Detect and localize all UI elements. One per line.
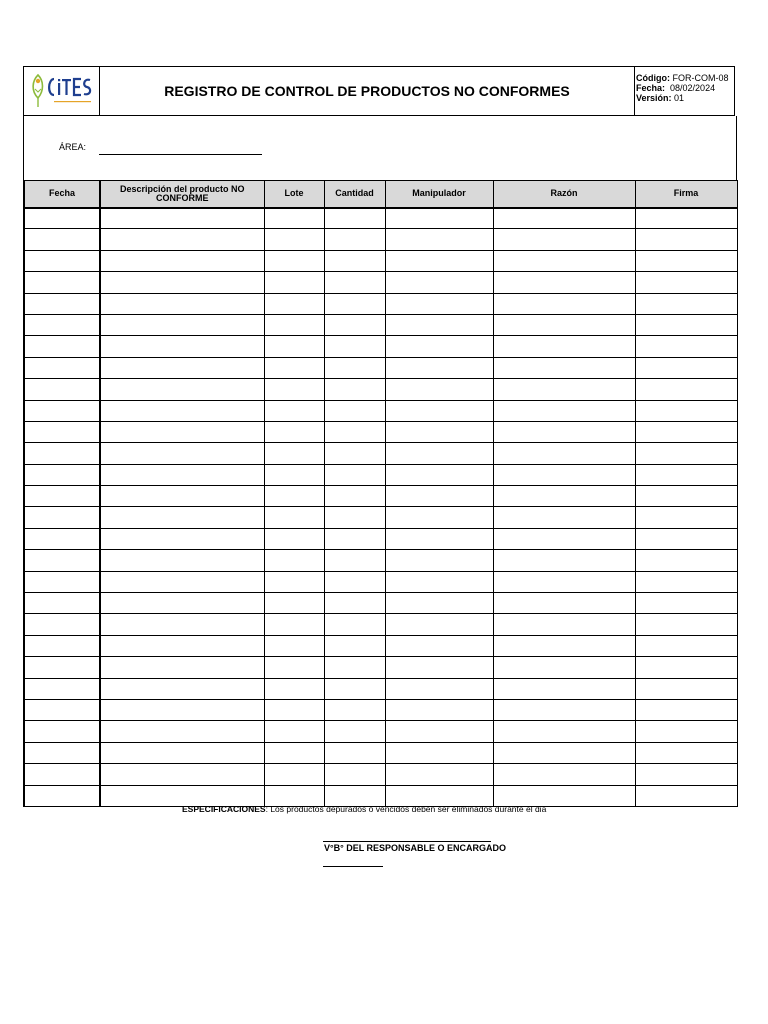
table-cell[interactable]: [264, 400, 324, 421]
table-cell[interactable]: [24, 614, 100, 635]
table-cell[interactable]: [493, 443, 635, 464]
table-cell[interactable]: [493, 379, 635, 400]
table-cell[interactable]: [24, 293, 100, 314]
table-cell[interactable]: [264, 336, 324, 357]
table-cell[interactable]: [635, 764, 737, 785]
table-cell[interactable]: [493, 764, 635, 785]
table-cell[interactable]: [100, 507, 264, 528]
table-cell[interactable]: [100, 764, 264, 785]
table-cell[interactable]: [385, 421, 493, 442]
table-cell[interactable]: [493, 486, 635, 507]
table-cell[interactable]: [493, 357, 635, 378]
table-cell[interactable]: [324, 742, 385, 763]
table-cell[interactable]: [24, 400, 100, 421]
table-cell[interactable]: [24, 250, 100, 271]
table-row: [24, 528, 737, 549]
table-cell[interactable]: [324, 764, 385, 785]
logo-cell: [24, 67, 100, 115]
table-row: [24, 400, 737, 421]
table-cell[interactable]: [324, 507, 385, 528]
table-cell[interactable]: [264, 314, 324, 335]
table-cell[interactable]: [100, 400, 264, 421]
table-row: [24, 678, 737, 699]
table-cell[interactable]: [385, 614, 493, 635]
fecha-row: [636, 83, 734, 93]
column-header-razon: Razón: [493, 181, 635, 208]
table-cell[interactable]: [635, 678, 737, 699]
table-cell[interactable]: [635, 571, 737, 592]
table-cell[interactable]: [264, 272, 324, 293]
table-cell[interactable]: [493, 678, 635, 699]
table-cell[interactable]: [493, 657, 635, 678]
table-cell[interactable]: [24, 507, 100, 528]
table-cell[interactable]: [100, 571, 264, 592]
version-row: [636, 93, 734, 103]
table-cell[interactable]: [264, 657, 324, 678]
table-cell[interactable]: [324, 593, 385, 614]
nonconforming-products-table: [23, 180, 738, 807]
signature-label: V°B° DEL RESPONSABLE O ENCARGADO: [324, 843, 507, 853]
table-row: [24, 314, 737, 335]
fecha-label: Fecha:: [636, 83, 666, 93]
table-cell[interactable]: [493, 400, 635, 421]
table-cell[interactable]: [635, 486, 737, 507]
table-cell[interactable]: [385, 250, 493, 271]
table-cell[interactable]: [24, 678, 100, 699]
table-cell[interactable]: [635, 721, 737, 742]
table-cell[interactable]: [324, 293, 385, 314]
table-cell[interactable]: [635, 785, 737, 806]
table-cell[interactable]: [100, 314, 264, 335]
table-cell[interactable]: [635, 421, 737, 442]
table-cell[interactable]: [635, 614, 737, 635]
specifications-note: [182, 804, 546, 814]
table-row: [24, 550, 737, 571]
table-cell[interactable]: [493, 208, 635, 229]
table-cell[interactable]: [385, 229, 493, 250]
table-cell[interactable]: [100, 208, 264, 229]
table-row: [24, 721, 737, 742]
codigo-row: [636, 73, 734, 83]
table-cell[interactable]: [324, 699, 385, 720]
table-cell[interactable]: [324, 443, 385, 464]
table-cell[interactable]: [24, 657, 100, 678]
table-cell[interactable]: [100, 593, 264, 614]
table-cell[interactable]: [24, 528, 100, 549]
table-cell[interactable]: [264, 550, 324, 571]
table-cell[interactable]: [385, 721, 493, 742]
signature-line[interactable]: [323, 841, 491, 842]
table-row: [24, 614, 737, 635]
table-row: [24, 486, 737, 507]
table-cell[interactable]: [324, 421, 385, 442]
table-cell[interactable]: [385, 208, 493, 229]
cites-logo: [24, 67, 100, 115]
table-cell[interactable]: [100, 464, 264, 485]
table-cell[interactable]: [385, 678, 493, 699]
table-cell[interactable]: [264, 357, 324, 378]
table-cell[interactable]: [385, 742, 493, 763]
table-cell[interactable]: [385, 764, 493, 785]
table-cell[interactable]: [24, 357, 100, 378]
table-cell[interactable]: [264, 208, 324, 229]
table-cell[interactable]: [324, 571, 385, 592]
table-body: [24, 208, 737, 807]
table-cell[interactable]: [24, 443, 100, 464]
table-cell[interactable]: [100, 293, 264, 314]
table-cell[interactable]: [324, 464, 385, 485]
table-cell[interactable]: [635, 507, 737, 528]
table-row: [24, 357, 737, 378]
table-cell[interactable]: [24, 635, 100, 656]
table-cell[interactable]: [324, 550, 385, 571]
table-cell[interactable]: [324, 272, 385, 293]
table-row: [24, 229, 737, 250]
table-cell[interactable]: [264, 528, 324, 549]
table-row: [24, 464, 737, 485]
area-input-line[interactable]: [99, 154, 262, 155]
table-cell[interactable]: [385, 593, 493, 614]
table-cell[interactable]: [635, 464, 737, 485]
table-cell[interactable]: [493, 336, 635, 357]
table-cell[interactable]: [324, 486, 385, 507]
table-cell[interactable]: [24, 593, 100, 614]
table-cell[interactable]: [24, 421, 100, 442]
table-cell[interactable]: [264, 593, 324, 614]
column-header-firma: Firma: [635, 181, 737, 208]
table-cell[interactable]: [493, 293, 635, 314]
table-cell[interactable]: [100, 657, 264, 678]
table-cell[interactable]: [264, 229, 324, 250]
table-cell[interactable]: [264, 635, 324, 656]
table-cell[interactable]: [635, 400, 737, 421]
table-cell[interactable]: [493, 528, 635, 549]
table-cell[interactable]: [635, 443, 737, 464]
table-cell[interactable]: [493, 550, 635, 571]
table-row: [24, 742, 737, 763]
column-header-fecha: Fecha: [24, 181, 100, 208]
table-cell[interactable]: [24, 742, 100, 763]
table-cell[interactable]: [24, 272, 100, 293]
table-cell[interactable]: [385, 379, 493, 400]
version-value: 01: [674, 93, 685, 103]
table-cell[interactable]: [635, 635, 737, 656]
document-header: [23, 66, 735, 116]
table-cell[interactable]: [385, 507, 493, 528]
table-cell[interactable]: [385, 699, 493, 720]
area-label: ÁREA:: [59, 142, 87, 152]
table-cell[interactable]: [635, 336, 737, 357]
table-cell[interactable]: [385, 293, 493, 314]
table-cell[interactable]: [24, 314, 100, 335]
table-cell[interactable]: [385, 528, 493, 549]
table-cell[interactable]: [385, 464, 493, 485]
table-row: [24, 699, 737, 720]
table-cell[interactable]: [493, 571, 635, 592]
table-cell[interactable]: [493, 314, 635, 335]
table-cell[interactable]: [264, 486, 324, 507]
table-cell[interactable]: [324, 250, 385, 271]
table-cell[interactable]: [24, 208, 100, 229]
codigo-value: FOR-COM-08: [672, 73, 729, 83]
table-cell[interactable]: [324, 635, 385, 656]
table-cell[interactable]: [264, 699, 324, 720]
table-cell[interactable]: [635, 314, 737, 335]
table-cell[interactable]: [264, 443, 324, 464]
table-cell[interactable]: [385, 357, 493, 378]
table-cell[interactable]: [324, 528, 385, 549]
table-cell[interactable]: [493, 699, 635, 720]
table-cell[interactable]: [635, 229, 737, 250]
table-cell[interactable]: [493, 742, 635, 763]
table-cell[interactable]: [100, 357, 264, 378]
table-cell[interactable]: [100, 678, 264, 699]
table-cell[interactable]: [264, 464, 324, 485]
table-row: [24, 272, 737, 293]
table-cell[interactable]: [493, 464, 635, 485]
table-cell[interactable]: [385, 443, 493, 464]
table-row: [24, 250, 737, 271]
table-cell[interactable]: [635, 272, 737, 293]
table-row: [24, 336, 737, 357]
table-cell[interactable]: [100, 699, 264, 720]
table-cell[interactable]: [385, 314, 493, 335]
table-row: [24, 421, 737, 442]
version-label: Versión:: [636, 93, 672, 103]
table-cell[interactable]: [264, 614, 324, 635]
table-cell[interactable]: [24, 571, 100, 592]
table-cell[interactable]: [100, 336, 264, 357]
table-header-row: [24, 181, 737, 208]
table-cell[interactable]: [635, 550, 737, 571]
table-cell[interactable]: [635, 208, 737, 229]
table-cell[interactable]: [493, 421, 635, 442]
table-cell[interactable]: [324, 721, 385, 742]
table-cell[interactable]: [385, 272, 493, 293]
document-meta: [635, 67, 734, 115]
table-cell[interactable]: [264, 721, 324, 742]
table-cell[interactable]: [493, 250, 635, 271]
table-cell[interactable]: [635, 379, 737, 400]
table-cell[interactable]: [264, 571, 324, 592]
table-cell[interactable]: [493, 635, 635, 656]
table-cell[interactable]: [264, 293, 324, 314]
table-cell[interactable]: [493, 593, 635, 614]
table-cell[interactable]: [385, 400, 493, 421]
spec-text: : Los productos depurados o vencidos deben ser eliminados durante el dia: [265, 804, 547, 814]
table-row: [24, 443, 737, 464]
table-cell[interactable]: [100, 528, 264, 549]
table-cell[interactable]: [493, 507, 635, 528]
table-cell[interactable]: [24, 464, 100, 485]
column-header-manipulador: Manipulador: [385, 181, 493, 208]
table-row: [24, 379, 737, 400]
table-cell[interactable]: [635, 657, 737, 678]
table-cell[interactable]: [493, 614, 635, 635]
table-cell[interactable]: [385, 486, 493, 507]
table-cell[interactable]: [24, 764, 100, 785]
table-cell[interactable]: [635, 357, 737, 378]
table-cell[interactable]: [100, 721, 264, 742]
table-cell[interactable]: [100, 635, 264, 656]
table-cell[interactable]: [635, 293, 737, 314]
table-cell[interactable]: [100, 742, 264, 763]
table-cell[interactable]: [264, 678, 324, 699]
table-cell[interactable]: [264, 379, 324, 400]
table-cell[interactable]: [324, 314, 385, 335]
table-cell[interactable]: [493, 272, 635, 293]
table-cell[interactable]: [385, 635, 493, 656]
table-cell[interactable]: [635, 593, 737, 614]
table-cell[interactable]: [385, 657, 493, 678]
table-cell[interactable]: [24, 785, 100, 806]
table-cell[interactable]: [24, 699, 100, 720]
table-cell[interactable]: [324, 229, 385, 250]
table-cell[interactable]: [100, 229, 264, 250]
table-cell[interactable]: [635, 742, 737, 763]
table-cell[interactable]: [100, 250, 264, 271]
table-cell[interactable]: [493, 229, 635, 250]
fecha-value: 08/02/2024: [670, 83, 716, 93]
table-cell[interactable]: [24, 486, 100, 507]
table-cell[interactable]: [100, 421, 264, 442]
table-cell[interactable]: [100, 486, 264, 507]
table-cell[interactable]: [635, 699, 737, 720]
table-cell[interactable]: [24, 336, 100, 357]
table-row: [24, 635, 737, 656]
table-cell[interactable]: [635, 528, 737, 549]
table-cell[interactable]: [324, 208, 385, 229]
table-cell[interactable]: [100, 379, 264, 400]
spec-label: ESPECIFICACIONES: [182, 804, 266, 814]
table-cell[interactable]: [100, 614, 264, 635]
table-cell[interactable]: [24, 379, 100, 400]
table-cell[interactable]: [264, 764, 324, 785]
table-cell[interactable]: [385, 550, 493, 571]
table-cell[interactable]: [635, 250, 737, 271]
table-cell[interactable]: [24, 721, 100, 742]
table-cell[interactable]: [24, 550, 100, 571]
table-cell[interactable]: [324, 357, 385, 378]
table-cell[interactable]: [264, 421, 324, 442]
table-cell[interactable]: [324, 400, 385, 421]
table-cell[interactable]: [324, 657, 385, 678]
table-row: [24, 764, 737, 785]
codigo-label: Código:: [636, 73, 670, 83]
table-row: [24, 571, 737, 592]
table-row: [24, 293, 737, 314]
table-cell[interactable]: [385, 336, 493, 357]
table-cell[interactable]: [324, 678, 385, 699]
table-row: [24, 657, 737, 678]
table-cell[interactable]: [324, 336, 385, 357]
table-row: [24, 208, 737, 229]
table-cell[interactable]: [493, 721, 635, 742]
table-cell[interactable]: [24, 229, 100, 250]
table-cell[interactable]: [324, 614, 385, 635]
table-cell[interactable]: [264, 742, 324, 763]
table-row: [24, 593, 737, 614]
document-title: REGISTRO DE CONTROL DE PRODUCTOS NO CONFORMES: [100, 67, 635, 115]
table-cell[interactable]: [385, 571, 493, 592]
table-row: [24, 507, 737, 528]
column-header-lote: Lote: [264, 181, 324, 208]
table-cell[interactable]: [264, 250, 324, 271]
area-section: [23, 116, 737, 180]
table-cell[interactable]: [100, 443, 264, 464]
table-cell[interactable]: [100, 272, 264, 293]
table-cell[interactable]: [264, 507, 324, 528]
table-cell[interactable]: [100, 550, 264, 571]
column-header-descripcion: Descripción del producto NO CONFORME: [100, 181, 264, 208]
table-cell[interactable]: [324, 379, 385, 400]
signature-underline: [323, 866, 383, 867]
column-header-cantidad: Cantidad: [324, 181, 385, 208]
